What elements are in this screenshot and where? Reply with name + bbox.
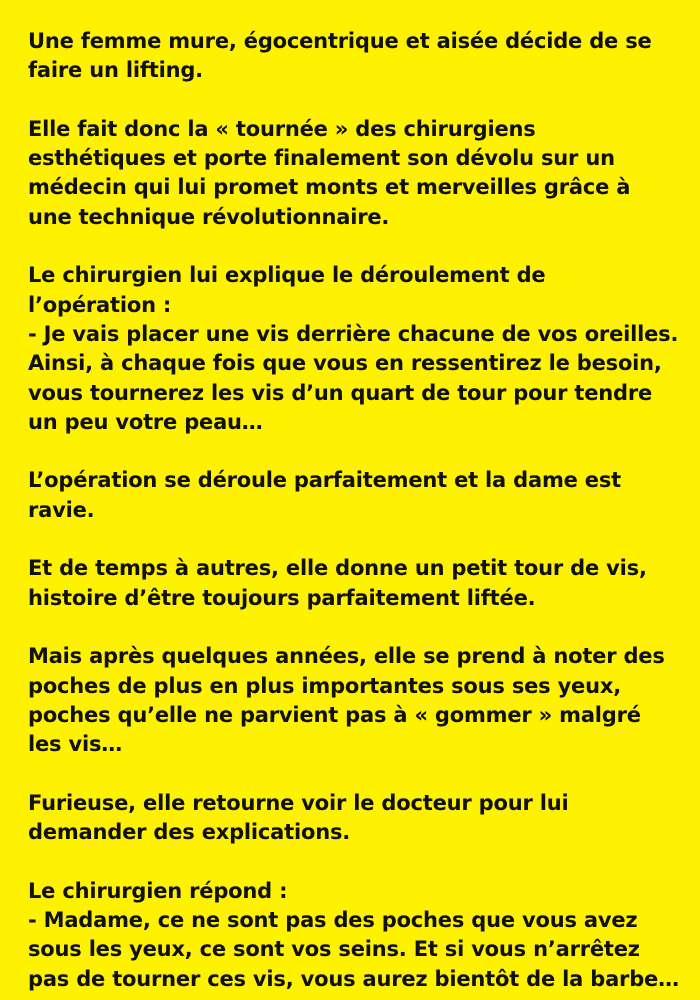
paragraph-punchline: Le chirurgien répond : - Madame, ce ne sont pas des poches que vous avez sous les yeux, ce sont vos seins. Et si vous n’arrêtez pas de tourner ces vis, vous aurez bientôt de la barbe… [28,878,679,991]
paragraph-explanation: Le chirurgien lui explique le déroulement de l’opération : - Je vais placer une vis derrière chacune de vos oreilles. Ainsi, à chaque fois que vous en ressentirez le besoin, vous tournerez les vis d’un quart de tour pour tendre un peu votre peau… [28,263,679,434]
paragraph-eye-bags: Mais après quelques années, elle se prend à noter des poches de plus en plus importantes sous ses yeux, poches qu’elle ne parvient pas à « gommer » malgré les vis… [28,644,665,757]
paragraph-operation: L’opération se déroule parfaitement et la dame est ravie. [28,468,621,522]
paragraph-screw-turning: Et de temps à autres, elle donne un petit tour de vis, histoire d’être toujours parfaitement liftée. [28,556,647,610]
paragraph-return-visit: Furieuse, elle retourne voir le docteur pour lui demander des explications. [28,790,569,845]
paragraph-intro: Une femme mure, égocentrique et aisée décide de se faire un lifting. [28,29,652,83]
paragraph-surgeon-choice: Elle fait donc la « tournée » des chirurgiens esthétiques et porte finalement son dévolu sur un médecin qui lui promet monts et merveilles grâce à une technique révolutionnaire. [28,116,631,229]
